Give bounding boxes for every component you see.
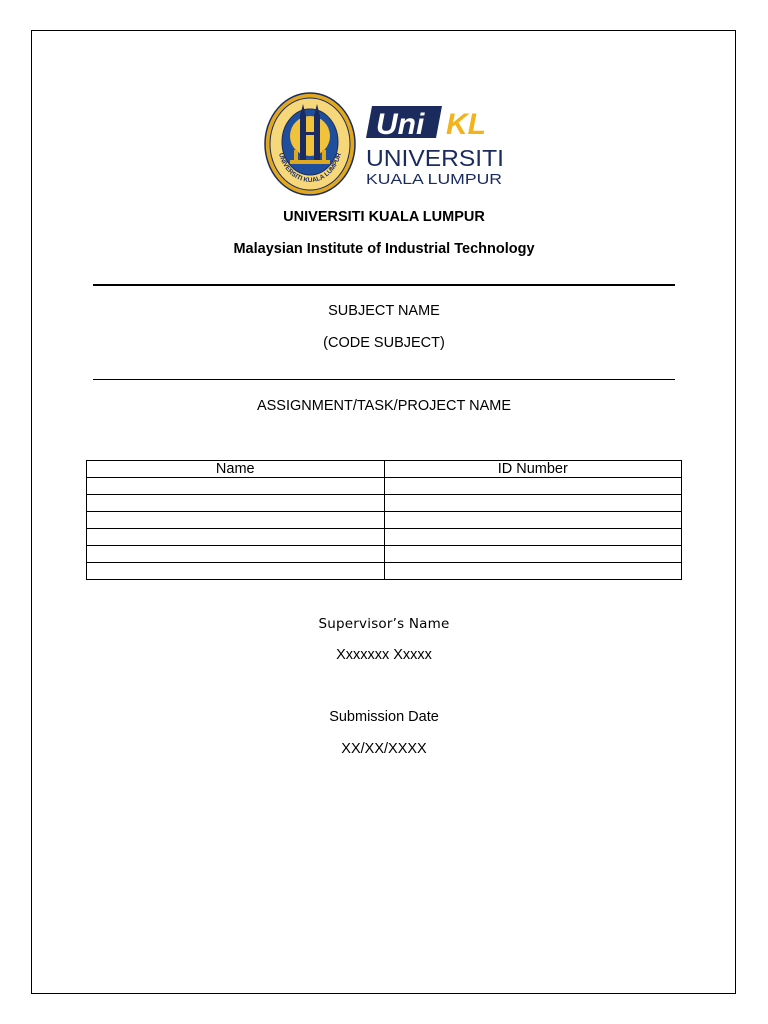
divider-middle	[93, 379, 675, 380]
unikl-uni-text: Uni	[376, 108, 425, 141]
supervisor-name: Xxxxxxx Xxxxx	[336, 647, 432, 663]
unikl-crest-logo	[264, 92, 356, 196]
members-table	[86, 460, 682, 580]
name-cell	[87, 563, 385, 580]
column-header-id-number: ID Number	[384, 461, 682, 478]
table-row	[87, 495, 682, 512]
table-row	[87, 563, 682, 580]
unikl-kl-text: KL	[446, 108, 486, 141]
id-number-cell	[384, 495, 682, 512]
unikl-line2-text: KUALA LUMPUR	[366, 171, 503, 186]
institute-title: Malaysian Institute of Industrial Technology	[233, 241, 535, 257]
submission-date-value: XX/XX/XXXX	[341, 741, 427, 757]
name-cell	[87, 512, 385, 529]
crest-text: UNIVERSITI KUALA LUMPUR	[277, 152, 343, 185]
subject-code: (CODE SUBJECT)	[323, 335, 445, 351]
id-number-cell	[384, 512, 682, 529]
members-table-header-row	[87, 461, 682, 478]
table-row	[87, 478, 682, 495]
name-cell	[87, 478, 385, 495]
name-cell	[87, 529, 385, 546]
divider-top	[93, 284, 675, 286]
unikl-wordmark-logo	[366, 104, 508, 186]
id-number-cell	[384, 478, 682, 495]
unikl-line1-text: UNIVERSITI	[366, 145, 504, 171]
logo-area	[264, 92, 514, 198]
submission-date-label: Submission Date	[329, 709, 439, 725]
table-row	[87, 546, 682, 563]
supervisor-label: Supervisor’s Name	[318, 616, 450, 632]
name-cell	[87, 546, 385, 563]
subject-name: SUBJECT NAME	[328, 303, 440, 319]
id-number-cell	[384, 529, 682, 546]
name-cell	[87, 495, 385, 512]
assignment-name: ASSIGNMENT/TASK/PROJECT NAME	[256, 398, 512, 414]
university-title: UNIVERSITI KUALA LUMPUR	[283, 209, 485, 225]
table-row	[87, 512, 682, 529]
id-number-cell	[384, 546, 682, 563]
column-header-name: Name	[87, 461, 385, 478]
id-number-cell	[384, 563, 682, 580]
table-row	[87, 529, 682, 546]
